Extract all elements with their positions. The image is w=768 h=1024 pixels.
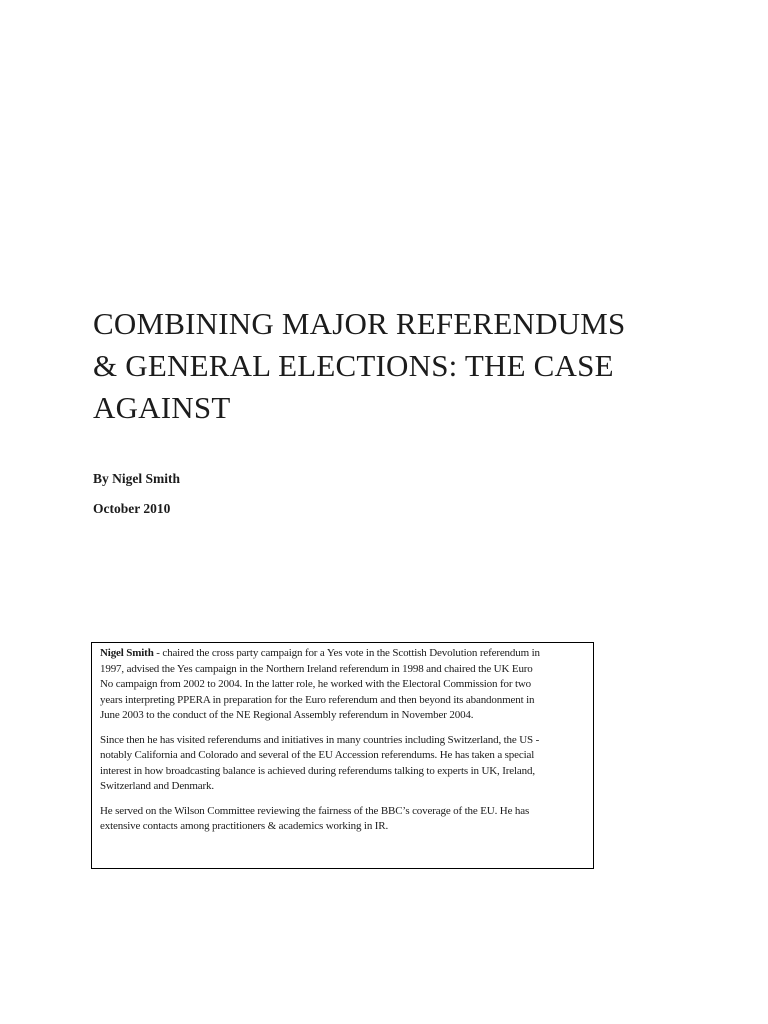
bio-paragraph-2 — [100, 733, 585, 795]
title-line: COMBINING MAJOR REFERENDUMS — [93, 306, 626, 341]
title-line: AGAINST — [93, 390, 231, 425]
title-line: & GENERAL ELECTIONS: THE CASE — [93, 348, 614, 383]
bio-line: Since then he has visited referendums and initiatives in many countries including Switzerland, the US - — [100, 733, 540, 746]
bio-line: 1997, advised the Yes campaign in the Northern Ireland referendum in 1998 and chaired the UK Euro — [100, 662, 533, 675]
bio-line-text: - chaired the cross party campaign for a Yes vote in the Scottish Devolution referendum in — [153, 647, 540, 659]
bio-line — [100, 646, 585, 662]
bio-line: He served on the Wilson Committee reviewing the fairness of the BBC’s coverage of the EU. He has — [100, 804, 530, 817]
bio-line: years interpreting PPERA in preparation for the Euro referendum and then beyond its abandonment in — [100, 693, 535, 706]
bio-line: June 2003 to the conduct of the NE Regional Assembly referendum in November 2004. — [100, 709, 474, 721]
bio-line: Switzerland and Denmark. — [100, 780, 215, 792]
bio-paragraph-3 — [100, 804, 585, 835]
author-byline: By Nigel Smith — [93, 471, 181, 486]
bio-line: interest in how broadcasting balance is achieved during referendums talking to experts in UK, Ireland, — [100, 764, 535, 777]
bio-line: extensive contacts among practitioners & academics working in IR. — [100, 820, 389, 832]
bio-line: notably California and Colorado and several of the EU Accession referendums. He has taken a special — [100, 749, 535, 761]
author-bio-box — [91, 642, 594, 869]
publication-date: October 2010 — [93, 501, 171, 516]
bio-line: No campaign from 2002 to 2004. In the latter role, he worked with the Electoral Commission for two — [100, 678, 532, 690]
bio-author-name: Nigel Smith — [100, 647, 154, 659]
document-title — [93, 303, 713, 429]
bio-paragraph-1 — [100, 646, 585, 724]
